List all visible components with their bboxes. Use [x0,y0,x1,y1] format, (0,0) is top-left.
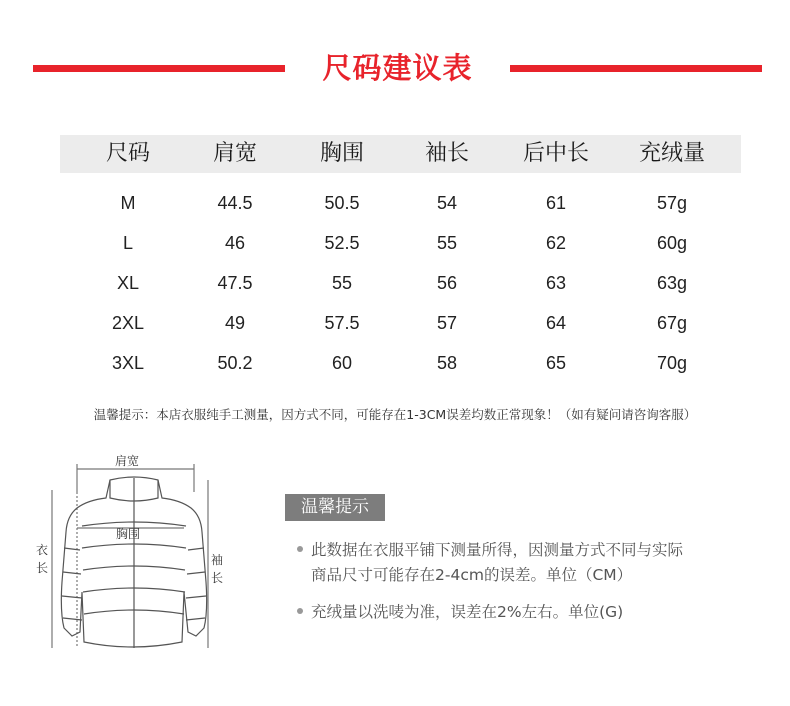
table-cell: 57.5 [324,313,360,333]
table-cell: 50.2 [217,353,253,373]
tip-text: 充绒量以洗唛为准，误差在2%左右。单位(G) [311,603,624,621]
table-cell: 57 [436,313,458,333]
table-cell: 50.5 [324,193,360,213]
table-cell: 67g [656,313,688,333]
shoulder-label: 肩宽 [115,454,140,468]
table-cell: 63g [656,273,688,293]
table-cell: 60 [331,353,353,373]
tips-title: 温馨提示 [285,494,385,521]
sleeve-label-2: 长 [211,571,224,585]
tip-item [297,600,623,624]
sleeve-label-1: 袖 [211,553,224,567]
column-header: 充绒量 [638,141,705,166]
jacket-diagram [22,452,272,672]
bullet-icon [297,608,303,614]
title-divider-left [33,65,285,72]
column-header: 袖长 [424,141,469,166]
table-cell: 47.5 [217,273,253,293]
table-cell: 44.5 [217,193,253,213]
measurement-note: 温馨提示：本店衣服纯手工测量，因方式不同，可能存在1-3CM误差均数正常现象！（如有疑问请咨询客服） [93,407,697,422]
table-cell: 65 [545,353,567,373]
table-cell: 49 [224,313,246,333]
table-cell: M [120,193,136,213]
table-cell: 62 [545,233,567,253]
table-cell: 60g [656,233,688,253]
table-cell: XL [116,273,140,293]
column-header: 后中长 [522,141,589,166]
length-label-2: 长 [36,561,49,575]
column-header: 胸围 [319,141,364,166]
table-cell: 56 [436,273,458,293]
table-cell: 54 [436,193,458,213]
bullet-icon [297,546,303,552]
tip-item-continued: 商品尺寸可能存在2-4cm的误差。单位（CM） [311,566,633,584]
column-header: 尺码 [105,141,150,166]
table-cell: 70g [656,353,688,373]
table-cell: 46 [224,233,246,253]
table-cell: 57g [656,193,688,213]
tip-item [297,538,683,562]
table-cell: 2XL [111,313,145,333]
table-cell: L [122,233,133,253]
table-cell: 58 [436,353,458,373]
table-cell: 63 [545,273,567,293]
table-cell: 55 [331,273,353,293]
table-cell: 61 [545,193,567,213]
tip-text: 此数据在衣服平铺下测量所得，因测量方式不同与实际 [311,541,684,559]
table-cell: 52.5 [324,233,360,253]
table-cell: 3XL [111,353,145,373]
page-title: 尺码建议表 [322,51,473,85]
chest-label: 胸围 [116,527,141,541]
title-divider-right [510,65,762,72]
table-cell: 55 [436,233,458,253]
table-cell: 64 [545,313,567,333]
length-label-1: 衣 [36,543,49,557]
column-header: 肩宽 [212,141,257,166]
